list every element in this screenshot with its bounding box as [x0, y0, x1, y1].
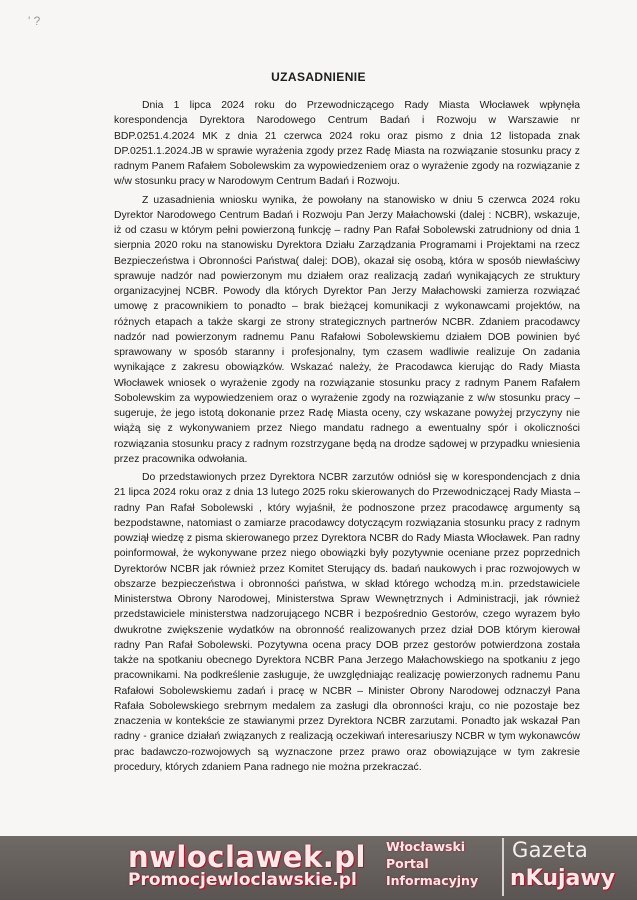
- scan-mark: ' ?: [28, 14, 41, 28]
- gazeta-logo: [508, 836, 633, 900]
- portal-line-3: Informacyjny: [386, 873, 479, 888]
- banner-divider: [502, 838, 504, 896]
- document-body: [114, 98, 580, 778]
- gazeta-logo-top: Gazeta: [512, 838, 588, 862]
- brand-logo-main: nwloclawek.pl: [128, 840, 366, 874]
- brand-logo-sub: Promocjewloclawskie.pl: [128, 870, 357, 890]
- paragraph-2: Z uzasadnienia wniosku wynika, że powołany na stanowisko w dniu 5 czerwca 2024 roku Dyrektor Narodowego Centrum Badań i Rozwoju Pan Jerzy Małachowski (dalej : NCBR), wskazuje, iż od czasu w którym pełni powierzoną funkcję – radny Pan Rafał Sobolewski zatrudniony od dnia 1 sierpnia 2020 roku na stanowisku Dyrektora Działu Zarządzania Programami i Projektami na rzecz Bezpieczeństwa i Obronności Państwa( dalej: DOB), okazał się osobą, która w sposób niewłaściwy sprawuje nadzór nad powierzonym mu działem oraz realizacją zadań wynikających ze struktury organizacyjnej NCBR. Powody dla których Dyrektor Pan Jerzy Małachowski zamierza rozwiązać umowę z pracownikiem to ponadto – brak bieżącej komunikacji z wykonawcami projektów, na różnych etapach a także skargi ze strony strategicznych partnerów NCBR. Zdaniem pracodawcy nadzór nad powierzonym radnemu Panu Rafałowi Sobolewskiemu działem DOB powinien być sprawowany w sposób staranny i profesjonalny, tym czasem wadliwie realizuje On zadania wynikające z zakresu obowiązków. Wskazać należy, że Pracodawca kierując do Rady Miasta Włocławek wniosek o wyrażenie zgody na rozwiązanie stosunku pracy z radnym Panem Rafałem Sobolewskim za wypowiedzeniem oraz o wyrażenie zgody na rozwiązanie z w/w stosunku pracy – sugeruje, że jego istotą dokonanie przez Radę Miasta oceny, czy wskazane powyżej przyczyny nie wiążą się z wykonywaniem przez Niego mandatu radnego a ewentualny spór i okoliczności rozwiązania stosunku pracy z radnym rozstrzygane będą na drodze sądowej w przypadku wniesienia przez pracownika odwołania.: [114, 194, 580, 465]
- portal-caption: [386, 838, 501, 889]
- document-title: UZASADNIENIE: [271, 70, 366, 84]
- paragraph-3: Do przedstawionych przez Dyrektora NCBR zarzutów odniósł się w korespondencjach z dnia 21 lipca 2024 roku oraz z dnia 13 lutego 2025 roku skierowanych do Przewodniczącej Rady Miasta – radny Pan Rafał Sobolewski , który wyjaśnił, że podnoszone przez pracodawcę argumenty są bezpodstawne, natomiast o zamiarze pracodawcy dotyczącym rozwiązania stosunku pracy z radnym powziął wiedzę z pisma skierowanego przez Dyrektora NCBR do Rady Miasta Włocławek. Pan radny poinformował, że wykonywane przez niego obowiązki były pozytywnie oceniane przez poprzednich Dyrektorów NCBR jak również przez Komitet Sterujący ds. badań naukowych i prac rozwojowych w obszarze bezpieczeństwa i obronności państwa, w skład którego wchodzą m.in. przedstawiciele Ministerstwa Obrony Narodowej, Ministerstwa Spraw Wewnętrznych i Administracji, jak również przedstawiciele ministerstwa nadzorującego NCBR i bezpośrednio Gestorów, czego wyrazem było dwukrotne zwiększenie wydatków na obronność realizowanych przez dział DOB którym kierował radny Pan Rafał Sobolewski. Pozytywna ocena pracy DOB przez gestorów potwierdzona została także na spotkaniu obecnego Dyrektora NCBR Pana Jerzego Małachowskiego na spotkaniu z jego pracownikami. Na podkreślenie zasługuje, że uwzględniając realizację powierzonych radnemu Panu Rafałowi Sobolewskiemu zadań i pracę w NCBR – Minister Obrony Narodowej odznaczył Pana Rafała Sobolewskiego srebrnym medalem za zasługi dla obronności kraju, co nie pozostaje bez znaczenia w kontekście ze stawianymi przez Dyrektora NCBR zarzutami. Ponadto jak wskazał Pan radny - granice działań związanych z realizacją oczekiwań interesariuszy NCBR w tym wykonawców prac badawczo-rozwojowych są wyznaczone przez prawo oraz obowiązujące w tym zakresie procedury, których zdaniem Pana radnego nie można przekraczać.: [114, 472, 580, 773]
- paragraph-1: Dnia 1 lipca 2024 roku do Przewodniczącego Rady Miasta Włocławek wpłynęła korespondencja Dyrektora Narodowego Centrum Badań i Rozwoju w Warszawie nr BDP.0251.4.2024 MK z dnia 21 czerwca 2024 roku oraz pismo z dnia 12 listopada znak DP.0251.1.2024.JB w sprawie wyrażenia zgody przez Radę Miasta na rozwiązanie stosunku pracy z radnym Panem Rafałem Sobolewskim za wypowiedzeniem oraz o wyrażenie zgody na rozwiązanie z w/w stosunku pracy w Narodowym Centrum Badań i Rozwoju.: [114, 100, 580, 188]
- portal-line-2: Portal: [386, 856, 429, 871]
- gazeta-logo-bottom: nKujawy: [510, 866, 616, 891]
- portal-line-1: Włocławski: [386, 839, 466, 854]
